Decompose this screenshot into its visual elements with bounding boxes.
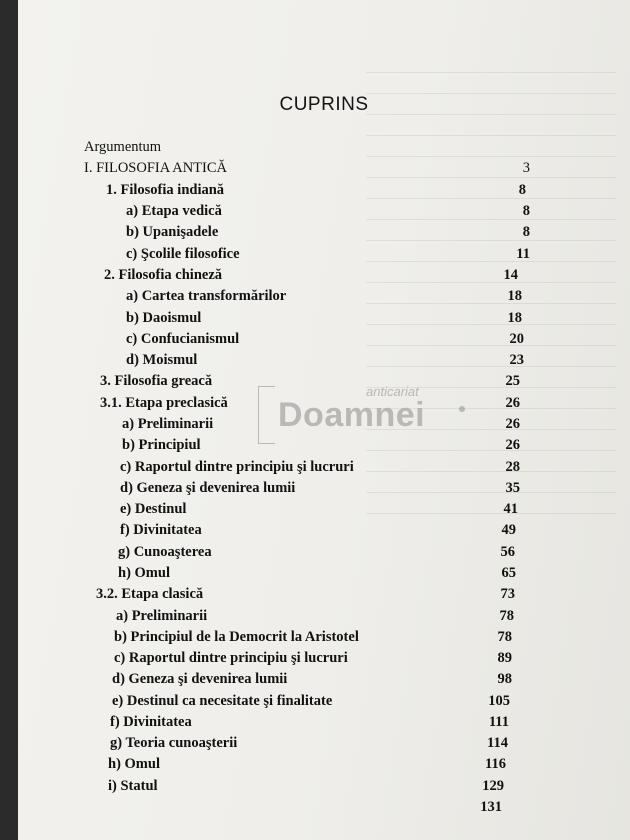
toc-entry-label: b) Upanişadele xyxy=(126,224,219,240)
toc-entry-label: 3. Filosofia greacă xyxy=(100,373,213,389)
toc-entry-page-number: 28 xyxy=(505,459,520,475)
toc-entry xyxy=(126,200,530,222)
toc-entry xyxy=(114,626,512,648)
toc-entry xyxy=(126,285,522,307)
toc-entry xyxy=(110,732,508,754)
toc-entry xyxy=(84,136,530,158)
toc-entry xyxy=(126,221,530,243)
toc-entry xyxy=(104,264,518,286)
toc-entry-label: c) Raportul dintre principiu şi lucruri xyxy=(120,459,354,475)
toc-entry xyxy=(126,307,522,329)
toc-entry-page-number: 98 xyxy=(497,671,512,687)
toc-entry-label: d) Geneza şi devenirea lumii xyxy=(112,671,288,687)
toc-entry xyxy=(126,243,530,265)
toc-entry xyxy=(106,179,526,201)
toc-entry xyxy=(120,498,518,520)
toc-entry xyxy=(126,328,524,350)
toc-entry-page-number: 73 xyxy=(500,586,515,602)
toc-entry xyxy=(112,668,512,690)
toc-entry xyxy=(100,370,520,392)
toc-entry-page-number: 20 xyxy=(509,331,524,347)
toc-entry-label: 2. Filosofia chineză xyxy=(104,267,223,283)
toc-entry-label: a) Etapa vedică xyxy=(126,203,222,219)
toc-entry xyxy=(122,413,520,435)
toc-entry-page-number: 3 xyxy=(522,160,530,176)
toc-entry-label: g) Teoria cunoaşterii xyxy=(110,735,238,751)
toc-entry-label: c) Confucianismul xyxy=(126,331,240,347)
toc-entry-label: e) Destinul xyxy=(120,501,187,517)
toc-entry-page-number: 18 xyxy=(507,310,522,326)
toc-entry-label: f) Divinitatea xyxy=(110,714,192,730)
toc-entry-label: b) Principiul de la Democrit la Aristotel xyxy=(114,629,359,645)
toc-entry-label: h) Omul xyxy=(108,756,160,772)
toc-entry-page-number: 35 xyxy=(505,480,520,496)
toc-entry-label: d) Geneza şi devenirea lumii xyxy=(120,480,296,496)
toc-entry-label: 3.1. Etapa preclasică xyxy=(100,395,228,411)
toc-entry-page-number: 65 xyxy=(501,565,516,581)
toc-entry-page-number: 131 xyxy=(480,799,502,815)
page-title: CUPRINS xyxy=(279,94,369,115)
toc-entry-label: f) Divinitatea xyxy=(120,522,202,538)
toc-entry xyxy=(118,541,515,563)
toc-entry-label: a) Preliminarii xyxy=(116,608,208,624)
toc-entry-label: e) Destinul ca necesitate şi finalitate xyxy=(112,693,333,709)
toc-entry-label: c) Raportul dintre principiu şi lucruri xyxy=(114,650,348,666)
toc-entry xyxy=(126,349,524,371)
toc-entry-page-number: 105 xyxy=(488,693,510,709)
toc-entry-label: b) Principiul xyxy=(122,437,201,453)
toc-entry-label: 3.2. Etapa clasică xyxy=(96,586,204,602)
toc-entry xyxy=(114,647,512,669)
toc-entry xyxy=(100,392,520,414)
toc-entry-page-number: 78 xyxy=(499,608,514,624)
toc-entry xyxy=(112,690,510,712)
toc-entry-page-number: 26 xyxy=(505,416,520,432)
toc-entry xyxy=(118,562,516,584)
toc-entry-page-number: 129 xyxy=(482,778,504,794)
toc-entry-label: I. FILOSOFIA ANTICĂ xyxy=(84,160,227,176)
toc-entry xyxy=(108,753,506,775)
toc-entry xyxy=(108,796,502,818)
toc-entry-page-number: 78 xyxy=(497,629,512,645)
toc-entry-page-number: 111 xyxy=(488,714,509,730)
toc-entry xyxy=(108,775,504,797)
toc-entry-page-number: 14 xyxy=(503,267,518,283)
toc-entry-label: c) Şcolile filosofice xyxy=(126,246,240,262)
toc-entry-label: a) Preliminarii xyxy=(122,416,214,432)
toc-entry-page-number: 26 xyxy=(505,437,520,453)
toc-entry xyxy=(96,583,515,605)
toc-entry-page-number: 23 xyxy=(509,352,524,368)
watermark-big-text: Doamnei xyxy=(278,396,426,434)
toc-entry-page-number: 18 xyxy=(507,288,522,304)
toc-entry-label: d) Moismul xyxy=(126,352,198,368)
toc-entry-label: h) Omul xyxy=(118,565,170,581)
toc-entry xyxy=(116,605,514,627)
toc-entry-page-number: 11 xyxy=(516,246,530,262)
toc-entry-page-number: 116 xyxy=(485,756,506,772)
toc-entry-page-number: 114 xyxy=(487,735,508,751)
toc-entry xyxy=(120,456,520,478)
toc-entry-label: g) Cunoaşterea xyxy=(118,544,212,560)
toc-entry xyxy=(120,477,520,499)
toc-entry-page-number: 49 xyxy=(501,522,516,538)
toc-entry-label: 1. Filosofia indiană xyxy=(106,182,225,198)
toc-entry xyxy=(110,711,509,733)
toc-entry xyxy=(120,519,516,541)
toc-entry-page-number: 8 xyxy=(518,182,526,198)
toc-entry-label: b) Daoismul xyxy=(126,310,202,326)
toc-entry xyxy=(122,434,520,456)
toc-entry xyxy=(84,157,530,179)
toc-entry-page-number: 41 xyxy=(503,501,518,517)
table-of-contents xyxy=(18,0,630,840)
toc-entry-page-number: 26 xyxy=(505,395,520,411)
toc-entry-label: a) Cartea transformărilor xyxy=(126,288,287,304)
toc-entry-page-number: 25 xyxy=(505,373,520,389)
toc-entry-page-number: 8 xyxy=(522,203,530,219)
watermark-small-text: anticariat xyxy=(366,384,419,399)
toc-entry-page-number: 89 xyxy=(497,650,512,666)
toc-entry-page-number: 8 xyxy=(522,224,530,240)
toc-entry-label: i) Statul xyxy=(108,778,158,794)
toc-entry-label: Argumentum xyxy=(84,139,162,155)
book-page xyxy=(18,0,630,840)
toc-entry-page-number: 56 xyxy=(500,544,515,560)
